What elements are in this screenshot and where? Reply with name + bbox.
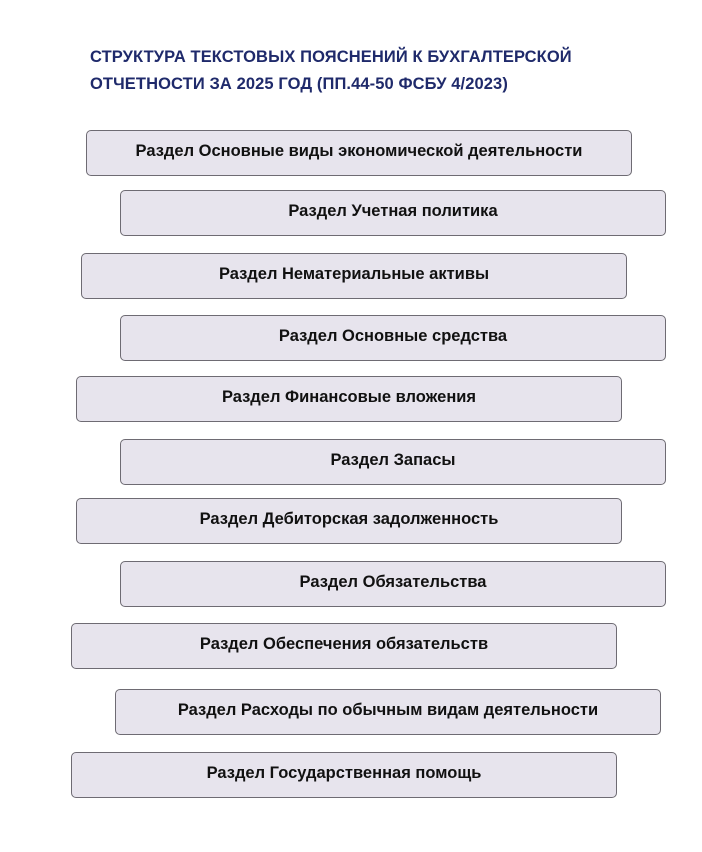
diagram-title <box>90 44 680 98</box>
section-box-ordinary-expenses <box>115 689 661 735</box>
title-line-1: СТРУКТУРА ТЕКСТОВЫХ ПОЯСНЕНИЙ К БУХГАЛТЕРСКОЙ <box>90 48 572 66</box>
section-label: Раздел Расходы по обычным видам деятельности <box>177 701 599 719</box>
section-label: Раздел Финансовые вложения <box>221 388 477 406</box>
section-box-government-assistance <box>71 752 617 798</box>
section-label: Раздел Дебиторская задолженность <box>199 510 499 528</box>
section-box-accounting-policy <box>120 190 666 236</box>
section-label: Раздел Основные средства <box>278 327 508 345</box>
section-label: Раздел Нематериальные активы <box>218 265 490 283</box>
section-box-liabilities <box>120 561 666 607</box>
section-box-intangible-assets <box>81 253 627 299</box>
section-box-economic-activities <box>86 130 632 176</box>
section-label: Раздел Государственная помощь <box>206 764 482 782</box>
title-line-2: ОТЧЕТНОСТИ ЗА 2025 ГОД (ПП.44-50 ФСБУ 4/2023) <box>90 75 508 93</box>
section-label: Раздел Обеспечения обязательств <box>199 635 489 653</box>
section-box-fixed-assets <box>120 315 666 361</box>
section-label: Раздел Обязательства <box>299 573 487 591</box>
section-box-financial-investments <box>76 376 622 422</box>
section-box-receivables <box>76 498 622 544</box>
section-label: Раздел Основные виды экономической деятельности <box>135 142 583 160</box>
section-box-liability-provisions <box>71 623 617 669</box>
section-label: Раздел Запасы <box>330 451 456 469</box>
section-box-inventories <box>120 439 666 485</box>
section-label: Раздел Учетная политика <box>288 202 498 220</box>
